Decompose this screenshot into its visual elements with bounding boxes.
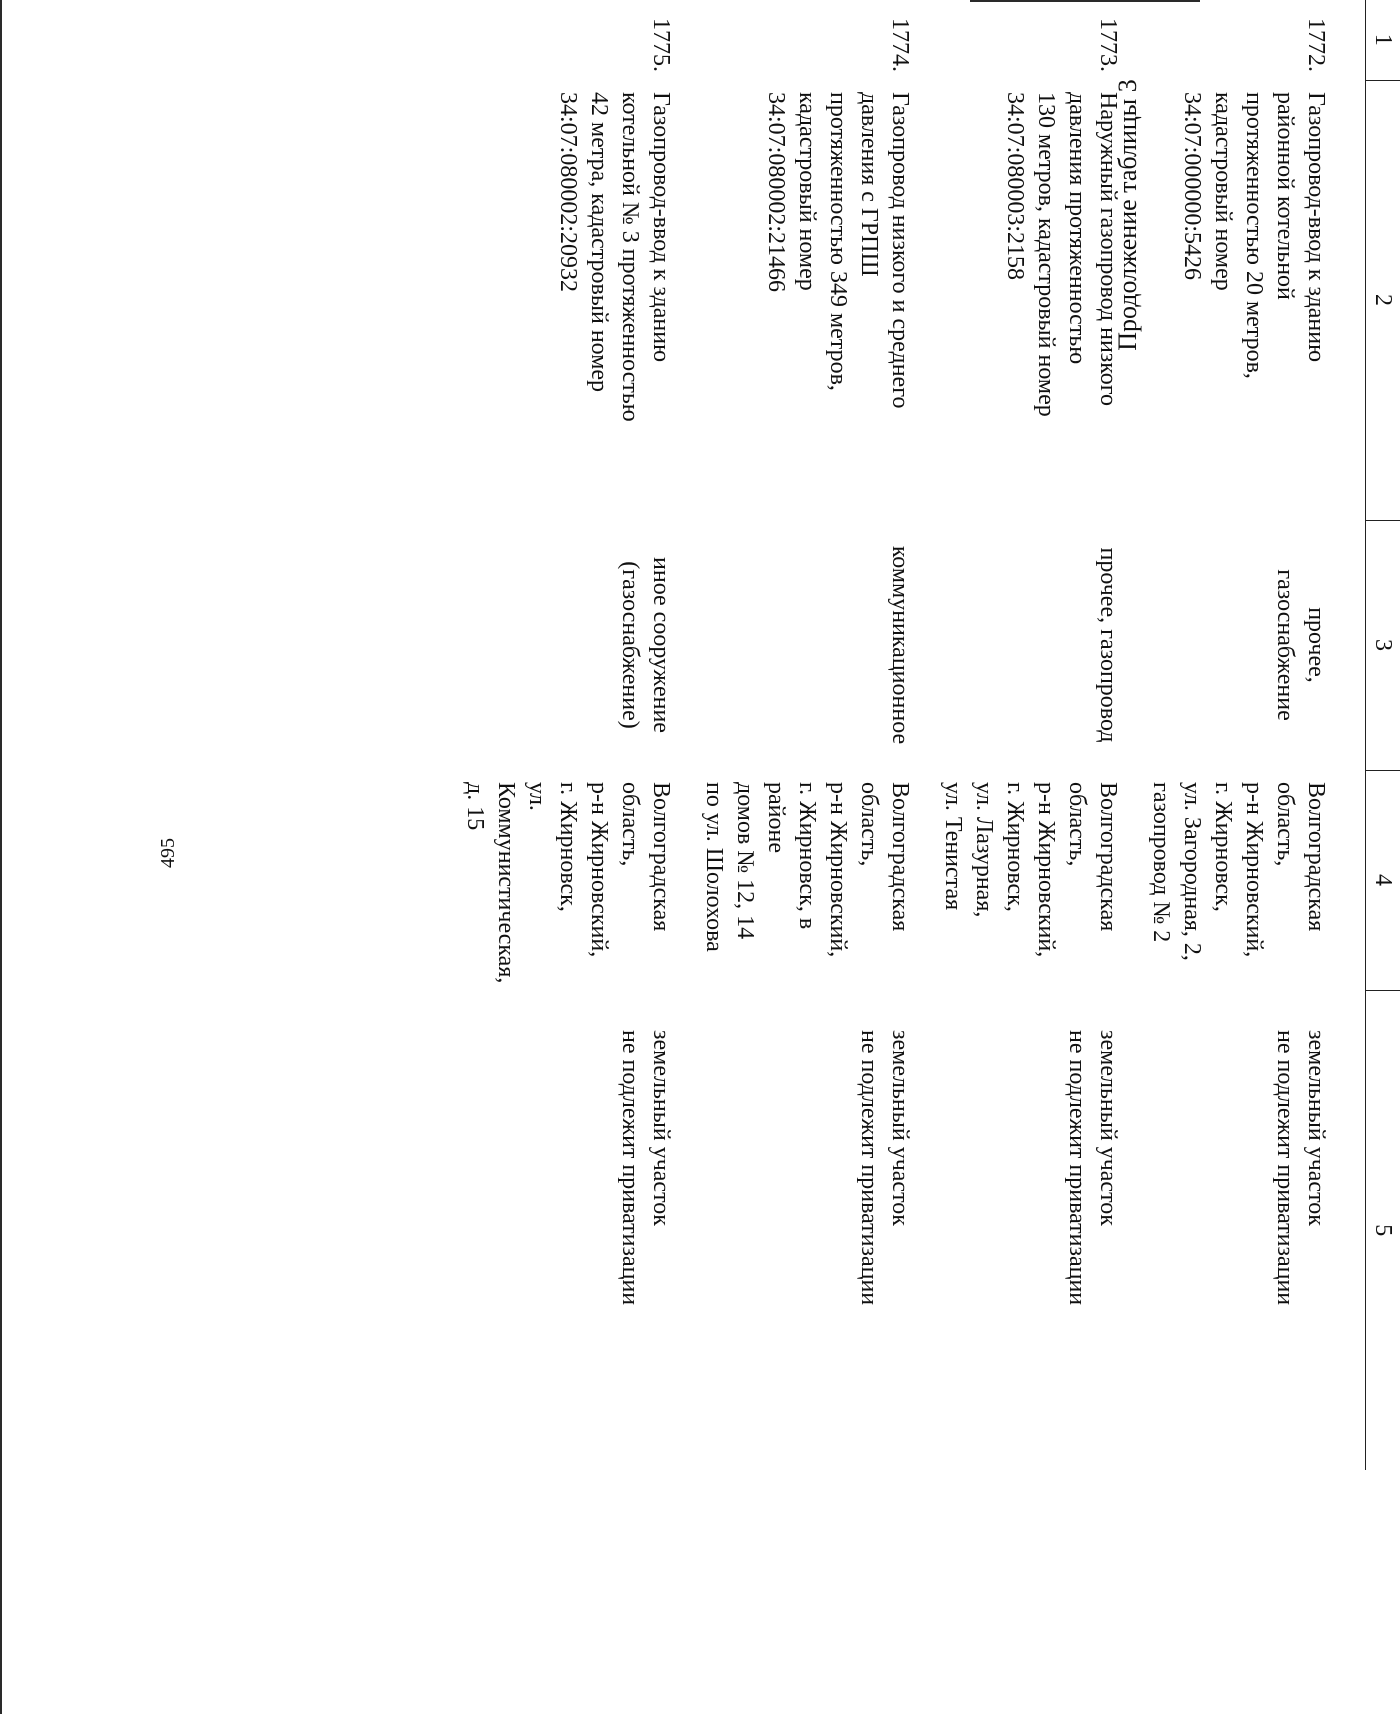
object-address: Волгоградская область, р-н Жирновский, г. Жирновск, ул. Загородная, 2, газопровод № 2 (1148, 782, 1329, 961)
header-col-5: 5 (1366, 990, 1400, 1470)
object-name: Наружный газопровод низкого давления протяженностью 130 метров, кадастровый номер 34:07:080003:2158 (1002, 92, 1121, 417)
table-row (437, 0, 676, 1470)
object-note: земельный участок не подлежит приватизации (856, 1030, 913, 1306)
object-name: Газопровод-ввод к зданию котельной № 3 протяженностью 42 метра, кадастровый номер 34:07:080002:20932 (555, 92, 674, 422)
header-col-2: 2 (1366, 80, 1400, 520)
page-number: 495 (157, 838, 179, 868)
row-number: 1775. (648, 18, 674, 72)
header-col-3: 3 (1366, 520, 1400, 770)
table-row (1123, 0, 1366, 1470)
registry-table (437, 0, 1400, 1470)
object-address: Волгоградская область, р-н Жирновский, г. Жирновск, в районе домов № 12, 14 по ул. Шолохова (701, 782, 913, 958)
row-number: 1772. (1303, 18, 1329, 72)
object-type: прочее, газопровод (1095, 547, 1121, 743)
scan-edge-left (0, 0, 2, 1714)
header-col-4: 4 (1366, 770, 1400, 990)
table-row (676, 0, 915, 1470)
object-note: земельный участок не подлежит приватизации (1272, 1030, 1329, 1306)
table-caption: Продолжение таблицы 3 (1113, 79, 1142, 351)
object-address: Волгоградская область, р-н Жирновский, г. Жирновск, ул. Лазурная, ул. Тенистая (940, 782, 1121, 958)
object-type: иное сооружение (газоснабжение) (617, 557, 674, 733)
row-number: 1773. (1095, 18, 1121, 72)
object-type: прочее, газоснабжение (1272, 569, 1329, 721)
header-row (1366, 0, 1400, 1470)
table-row (915, 0, 1123, 1470)
object-note: земельный участок не подлежит приватизации (1064, 1030, 1121, 1306)
object-address: Волгоградская область, р-н Жирновский, г. Жирновск, ул. Коммунистическая, д. 15 (462, 782, 674, 984)
row-number: 1774. (887, 18, 913, 72)
registry-table-container (462, 0, 1400, 1470)
object-type: коммуникационное (887, 545, 913, 745)
object-name: Газопровод низкого и среднего давления с ГРПШ протяженностью 349 метров, кадастровый номер 34:07:080002:21466 (763, 92, 913, 409)
header-col-1: 1 (1366, 0, 1400, 80)
object-note: земельный участок не подлежит приватизации (617, 1030, 674, 1306)
object-name: Газопровод-ввод к зданию районной котельной протяженностью 20 метров, кадастровый номер 34:07:000000:5426 (1179, 92, 1329, 379)
